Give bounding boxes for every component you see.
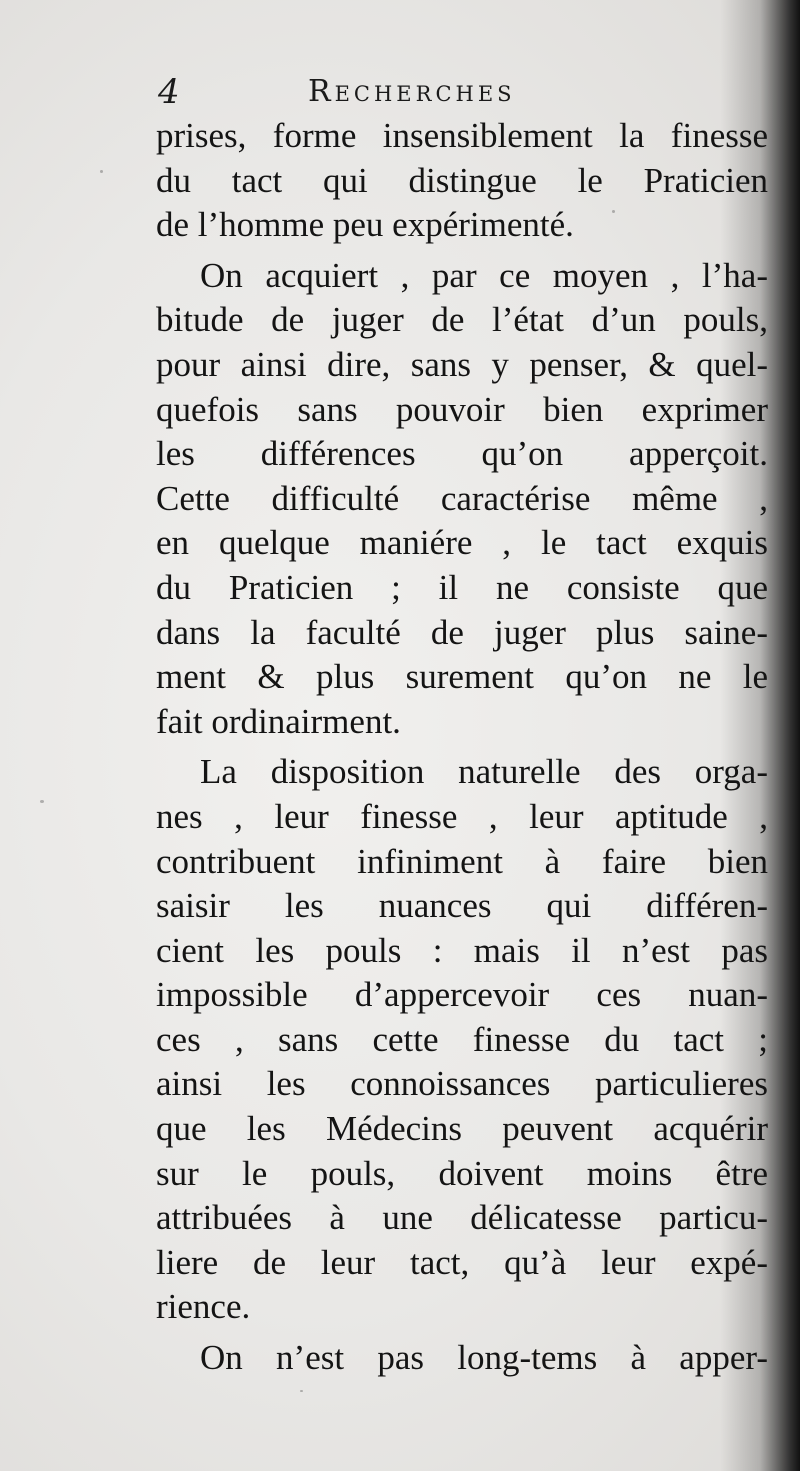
body-text — [156, 114, 768, 1381]
text-line: saisir les nuances qui différen- — [156, 886, 768, 926]
text-line: Cette difficulté caractérise même , — [156, 478, 768, 518]
text-line: pour ainsi dire, sans y penser, & quel- — [156, 344, 768, 384]
paper-speck — [612, 210, 615, 213]
text-line: que les Médecins peuvent acquérir — [156, 1109, 768, 1149]
text-line: en quelque maniére , le tact exquis — [156, 523, 768, 563]
text-line: contribuent infiniment à faire bien — [156, 841, 768, 881]
text-line: les différences qu’on apperçoit. — [156, 434, 768, 474]
paragraph — [156, 750, 768, 1330]
text-line: cient les pouls : mais il n’est pas — [156, 930, 768, 970]
text-line: La disposition naturelle des orga- — [200, 752, 768, 792]
text-line: ainsi les connoissances particulieres — [156, 1064, 768, 1104]
text-line: de l’homme peu expérimenté. — [156, 205, 574, 245]
text-line: ment & plus surement qu’on ne le — [156, 657, 768, 697]
paper-speck — [300, 1390, 303, 1392]
running-title: Recherches — [308, 74, 516, 109]
text-line: du Praticien ; il ne consiste que — [156, 567, 768, 607]
text-line: liere de leur tact, qu’à leur expé- — [156, 1242, 768, 1282]
text-line: dans la faculté de juger plus saine- — [156, 612, 768, 652]
text-line: ces , sans cette finesse du tact ; — [156, 1019, 768, 1059]
paragraph — [156, 114, 768, 248]
text-line: sur le pouls, doivent moins être — [156, 1153, 768, 1193]
paper-speck — [100, 170, 103, 173]
text-line: impossible d’appercevoir ces nuan- — [156, 975, 768, 1015]
text-line: attribuées à une délicatesse particu- — [156, 1198, 768, 1238]
text-line: On acquiert , par ce moyen , l’ha- — [200, 255, 768, 295]
text-line: rience. — [156, 1287, 251, 1327]
paragraph — [156, 254, 768, 745]
text-line: du tact qui distingue le Praticien — [156, 160, 768, 200]
text-line: prises, forme insensiblement la finesse — [156, 116, 768, 155]
text-line: fait ordinairment. — [156, 701, 401, 741]
text-line: nes , leur finesse , leur aptitude , — [156, 796, 768, 836]
text-line: bitude de juger de l’état d’un pouls, — [156, 300, 768, 340]
text-line: On n’est pas long-tems à apper- — [200, 1338, 768, 1378]
paragraph — [156, 1336, 768, 1381]
text-line: quefois sans pouvoir bien exprimer — [156, 389, 768, 429]
paper-speck — [40, 800, 44, 803]
page-header — [158, 72, 628, 112]
page-number: 4 — [158, 72, 180, 112]
